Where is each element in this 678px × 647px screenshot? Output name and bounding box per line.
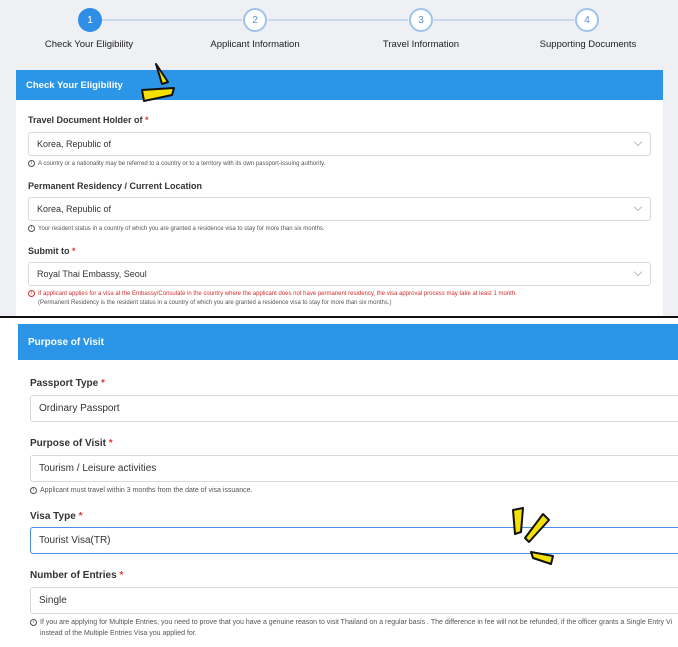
info-icon: i — [28, 160, 35, 167]
step-connector — [102, 19, 242, 21]
entries-hint-continued: instead of the Multiple Entries Visa you applied for. — [40, 630, 197, 637]
purpose-card-title: Purpose of Visit — [18, 324, 678, 360]
step-3-label: Travel Information — [382, 39, 460, 50]
travel-document-field — [28, 115, 651, 167]
travel-document-hint: i A country or a nationality may be referred to a country or to a territory with its own passport-issuing authority. — [28, 160, 651, 167]
entries-value: Single — [39, 595, 67, 606]
step-4-circle[interactable]: 4 — [575, 8, 599, 32]
required-marker: * — [108, 438, 113, 449]
annotation-spark-icon — [505, 504, 565, 566]
submit-to-value: Royal Thai Embassy, Seoul — [37, 269, 147, 279]
eligibility-card-title: Check Your Eligibility — [16, 70, 663, 100]
submit-to-label: Submit to * — [28, 246, 76, 256]
residency-value: Korea, Republic of — [37, 204, 112, 214]
entries-label: Number of Entries * — [30, 570, 124, 581]
required-marker: * — [119, 570, 124, 581]
step-connector — [434, 19, 574, 21]
visa-type-value: Tourist Visa(TR) — [39, 535, 111, 546]
submit-to-select[interactable] — [28, 262, 651, 286]
entries-hint: i If you are applying for Multiple Entries, you need to prove that you have a genuine reason to visit Thailand on a regular basis . The difference in fee will not be refunded, if the officer grants a Single Entry Vi — [30, 619, 678, 626]
eligibility-card — [16, 70, 663, 316]
annotation-spark-icon — [138, 60, 188, 104]
purpose-of-visit-label: Purpose of Visit * — [30, 438, 113, 449]
submit-to-note: (Permanent Residency is the resident status in a country of which you are granted a residence visa to stay for more than six months.) — [38, 300, 392, 306]
required-marker: * — [72, 246, 76, 256]
info-icon: i — [30, 487, 37, 494]
travel-document-value: Korea, Republic of — [37, 139, 112, 149]
visa-type-label: Visa Type * — [30, 511, 83, 522]
info-icon: i — [28, 290, 35, 297]
residency-hint: i Your resident status in a country of which you are granted a residence visa to stay for more than six months. — [28, 225, 651, 232]
passport-type-select[interactable] — [30, 395, 678, 422]
purpose-of-visit-hint: i Applicant must travel within 3 months from the date of visa issuance. — [30, 487, 678, 494]
residency-label: Permanent Residency / Current Location — [28, 181, 203, 191]
chevron-down-icon — [634, 203, 642, 211]
step-3-circle[interactable]: 3 — [409, 8, 433, 32]
entries-field — [30, 570, 678, 637]
submit-to-field — [28, 246, 651, 306]
entries-select[interactable] — [30, 587, 678, 614]
passport-type-label: Passport Type * — [30, 378, 105, 389]
purpose-of-visit-select[interactable] — [30, 455, 678, 482]
chevron-down-icon — [634, 268, 642, 276]
info-icon: i — [28, 225, 35, 232]
required-marker: * — [145, 115, 149, 125]
visa-type-select[interactable] — [30, 527, 678, 554]
chevron-down-icon — [634, 138, 642, 146]
purpose-panel — [0, 318, 678, 647]
passport-type-field — [30, 378, 678, 422]
submit-to-warning: i If applicant applies for a visa at the Embassy/Consulate in the country where the applicant does not have permanent residency, the visa approval process may take at least 1 month. — [28, 290, 651, 297]
purpose-of-visit-value: Tourism / Leisure activities — [39, 463, 157, 474]
info-icon: i — [30, 619, 37, 626]
required-marker: * — [78, 511, 83, 522]
residency-field — [28, 181, 651, 232]
step-connector — [268, 19, 408, 21]
travel-document-select[interactable] — [28, 132, 651, 156]
residency-select[interactable] — [28, 197, 651, 221]
purpose-card — [18, 324, 678, 647]
eligibility-panel — [0, 0, 678, 316]
step-4-label: Supporting Documents — [539, 39, 637, 50]
visa-type-field — [30, 511, 678, 554]
passport-type-value: Ordinary Passport — [39, 403, 120, 414]
step-1-circle[interactable]: 1 — [78, 8, 102, 32]
step-2-label: Applicant Information — [210, 39, 300, 50]
step-1-label: Check Your Eligibility — [44, 39, 134, 50]
progress-stepper — [0, 0, 678, 60]
step-2-circle[interactable]: 2 — [243, 8, 267, 32]
required-marker: * — [100, 378, 105, 389]
travel-document-label: Travel Document Holder of * — [28, 115, 149, 125]
purpose-of-visit-field — [30, 438, 678, 494]
